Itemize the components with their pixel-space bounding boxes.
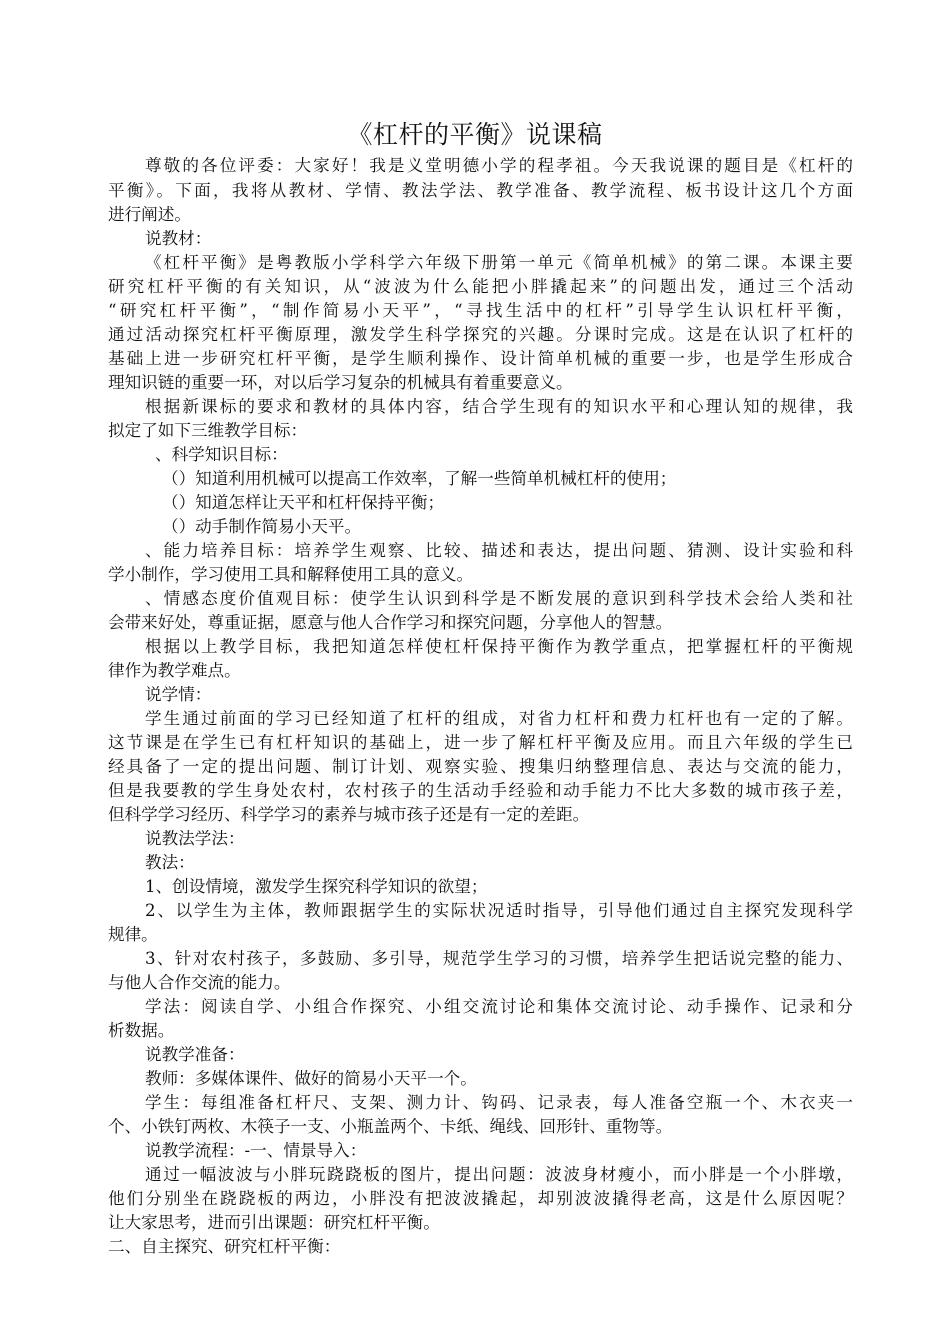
text-line: 尊敬的各位评委：大家好！我是义堂明德小学的程孝祖。今天我说课的题目是《杠杆的 [145, 156, 853, 175]
text-line: 个、小铁钉两枚、木筷子一支、小瓶盖两个、卡纸、绳线、回形针、重物等。 [108, 1117, 673, 1136]
list-item: （）知道怎样让天平和杠杆保持平衡； [162, 493, 445, 512]
text-line: 学生通过前面的学习已经知道了杠杆的组成，对省力杠杆和费力杠杆也有一定的了解。 [145, 709, 853, 728]
text-line: 学生：每组准备杠杆尺、支架、测力计、钩码、记录表，每人准备空瓶一个、木衣夹一 [145, 1093, 853, 1112]
text-line: 规律。 [108, 925, 158, 944]
text-line: 基础上进一步研究杠杆平衡，是学生顺利操作、设计简单机械的重要一步，也是学生形成合 [108, 349, 853, 368]
text-line: 他们分别坐在跷跷板的两边，小胖没有把波波撬起，却别波波撬得老高，这是什么原因呢？ [108, 1189, 853, 1208]
text-line: 、情感态度价值观目标：使学生认识到科学是不断发展的意识到科学技术会给人类和社 [145, 589, 853, 608]
text-line: 、能力培养目标：培养学生观察、比较、描述和表达，提出问题、猜测、设计实验和科 [145, 541, 853, 560]
text-line: 让大家思考，进而引出课题：研究杠杆平衡。 [108, 1213, 440, 1232]
text-line: 理知识链的重要一环，对以后学习复杂的机械具有着重要意义。 [108, 373, 573, 392]
text-line: “研究杠杆平衡”，“制作简易小天平”，“寻找生活中的杠杆”引导学生认识杠杆平衡， [108, 301, 853, 320]
text-line: 教师：多媒体课件、做好的简易小天平一个。 [145, 1069, 477, 1088]
section-heading: 说教学准备： [145, 1045, 245, 1064]
text-line: 会带来好处，尊重证据，愿意与他人合作学习和探究问题，分享他人的智慧。 [108, 613, 673, 632]
list-item: 2、以学生为主体，教师跟据学生的实际状况适时指导，引导他们通过自主探究发现科学 [145, 901, 853, 920]
section-heading: 二、自主探究、研究杠杆平衡： [108, 1237, 341, 1256]
text-line: 经具备了一定的提出问题、制订计划、观察实验、搜集归纳整理信息、表达与交流的能力， [108, 757, 853, 776]
text-line: 学法：阅读自学、小组合作探究、小组交流讨论和集体交流讨论、动手操作、记录和分 [145, 997, 853, 1016]
text-line: 与他人合作交流的能力。 [108, 973, 291, 992]
list-item: 3、针对农村孩子，多鼓励、多引导，规范学生学习的习惯，培养学生把话说完整的能力、 [145, 949, 853, 968]
list-item: 1、创设情境，激发学生探究科学知识的欲望； [145, 877, 488, 896]
section-heading: 说教材： [145, 229, 212, 248]
text-line: 律作为教学难点。 [108, 661, 241, 680]
text-line: 学小制作，学习使用工具和解释使用工具的意义。 [108, 565, 474, 584]
text-line: 拟定了如下三维教学目标： [108, 421, 308, 440]
list-item: （）动手制作简易小天平。 [162, 517, 362, 536]
text-line: 析数据。 [108, 1021, 175, 1040]
list-item: （）知道利用机械可以提高工作效率，了解一些简单机械杠杆的使用； [162, 469, 677, 488]
text-line: 根据新课标的要求和教材的具体内容，结合学生现有的知识水平和心理认知的规律，我 [145, 397, 853, 416]
section-heading: 说教学流程：-一、情景导入： [145, 1141, 367, 1160]
text-line: 研究杠杆平衡的有关知识，从“波波为什么能把小胖撬起来”的问题出发，通过三个活动 [108, 277, 853, 296]
section-heading: 说学情： [145, 685, 212, 704]
text-line: 通过活动探究杠杆平衡原理，激发学生科学探究的兴趣。分课时完成。这是在认识了杠杆的 [108, 325, 853, 344]
text-line: 但是我要教的学生身处农村，农村孩子的生活动手经验和动手能力不比大多数的城市孩子差， [108, 781, 853, 800]
text-line: 进行阐述。 [108, 205, 191, 224]
goal-heading: 、科学知识目标： [155, 445, 288, 464]
text-line: 通过一幅波波与小胖玩跷跷板的图片，提出问题：波波身材瘦小，而小胖是一个小胖墩， [145, 1165, 853, 1184]
text-line: 这节课是在学生已有杠杆知识的基础上，进一步了解杠杆平衡及应用。而且六年级的学生已 [108, 733, 853, 752]
text-line: 《杠杆平衡》是粤教版小学科学六年级下册第一单元《简单机械》的第二课。本课主要 [145, 253, 853, 272]
text-line: 平衡》。下面，我将从教材、学情、教法学法、教学准备、教学流程、板书设计这几个方面 [108, 181, 853, 200]
subheading: 教法： [145, 853, 195, 872]
section-heading: 说教法学法： [145, 829, 245, 848]
text-line: 根据以上教学目标，我把知道怎样使杠杆保持平衡作为教学重点，把掌握杠杆的平衡规 [145, 637, 853, 656]
text-line: 但科学学习经历、科学学习的素养与城市孩子还是有一定的差距。 [108, 805, 590, 824]
page-title: 《杠杆的平衡》说课稿 [347, 120, 603, 149]
